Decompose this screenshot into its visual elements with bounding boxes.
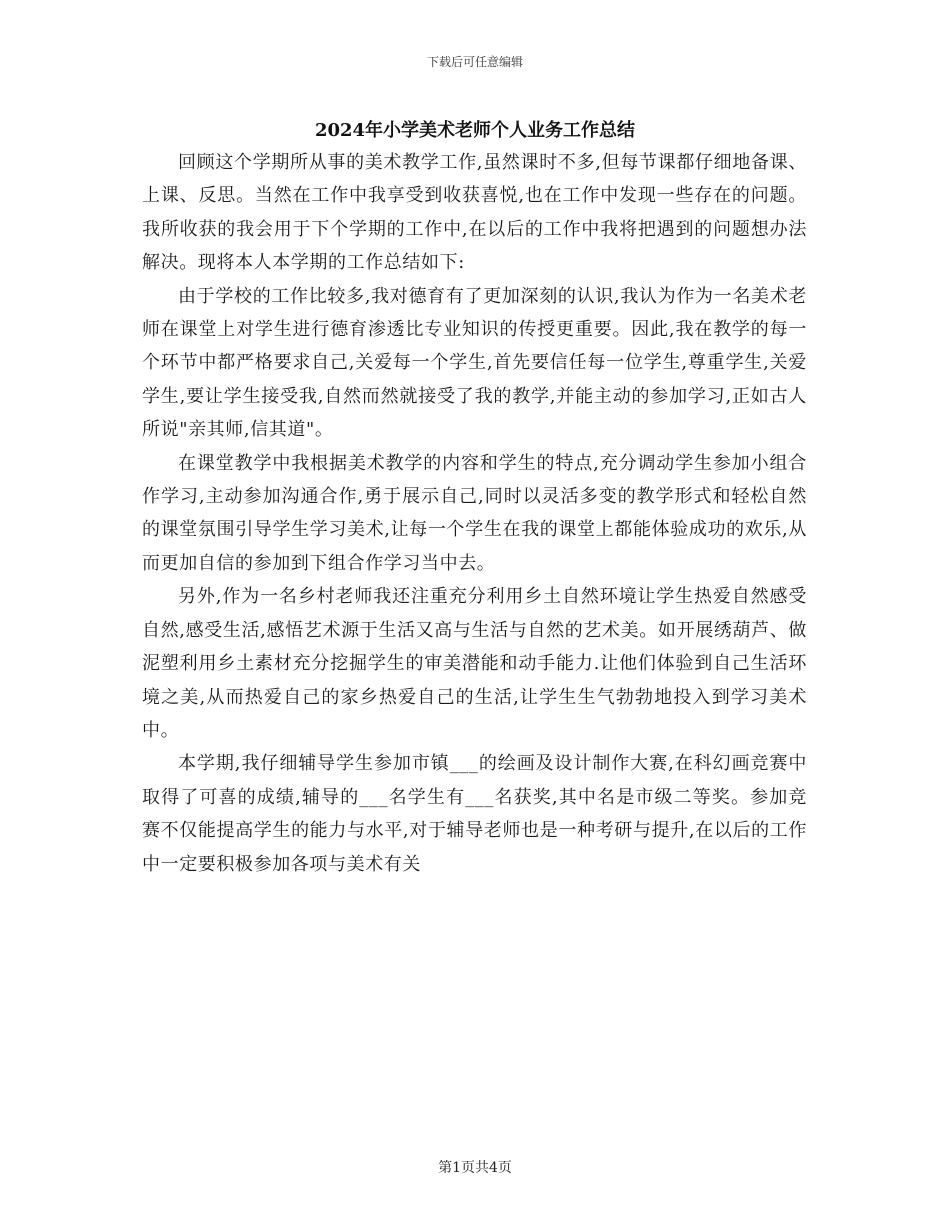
paragraph-1: 回顾这个学期所从事的美术教学工作,虽然课时不多,但每节课都仔细地备课、上课、反思。当然在工作中我享受到收获喜悦,也在工作中发现一些存在的问题。我所收获的我会用于下个学期的工作中,在以后的工作中我将把遇到的问题想办法解决。现将本人本学期的工作总结如下: (142, 152, 807, 274)
paragraph-4: 另外,作为一名乡村老师我还注重充分利用乡土自然环境让学生热爱自然感受自然,感受生活,感悟艺术源于生活又高与生活与自然的艺术美。如开展绣葫芦、做泥塑利用乡土素材充分挖掘学生的审美潜能和动手能力.让他们体验到自己生活环境之美,从而热爱自己的家乡热爱自己的生活,让学生生气勃勃地投入到学习美术中。 (142, 586, 807, 741)
document-title: 2024年小学美术老师个人业务工作总结 (314, 120, 636, 141)
header-note: 下载后可任意编辑 (426, 55, 523, 69)
paragraph-2: 由于学校的工作比较多,我对德育有了更加深刻的认识,我认为作为一名美术老师在课堂上对学生进行德育渗透比专业知识的传授更重要。因此,我在教学的每一个环节中都严格要求自己,关爱每一个学生,首先要信任每一位学生,尊重学生,关爱学生,要让学生接受我,自然而然就接受了我的教学,并能主动的参加学习,正如古人所说"亲其师,信其道"。 (142, 285, 807, 441)
paragraph-5: 本学期,我仔细辅导学生参加市镇___的绘画及设计制作大赛,在科幻画竞赛中取得了可喜的成绩,辅导的___名学生有___名获奖,其中名是市级二等奖。参加竞赛不仅能提高学生的能力与水平,对于辅导老师也是一种考研与提升,在以后的工作中一定要积极参加各项与美术有关 (142, 753, 807, 875)
paragraph-3: 在课堂教学中我根据美术教学的内容和学生的特点,充分调动学生参加小组合作学习,主动参加沟通合作,勇于展示自己,同时以灵活多变的教学形式和轻松自然的课堂氛围引导学生学习美术,让每一个学生在我的课堂上都能体验成功的欢乐,从而更加自信的参加到下组合作学习当中去。 (142, 452, 807, 574)
page-number: 第1页共4页 (438, 1160, 512, 1176)
document-body (142, 146, 807, 881)
